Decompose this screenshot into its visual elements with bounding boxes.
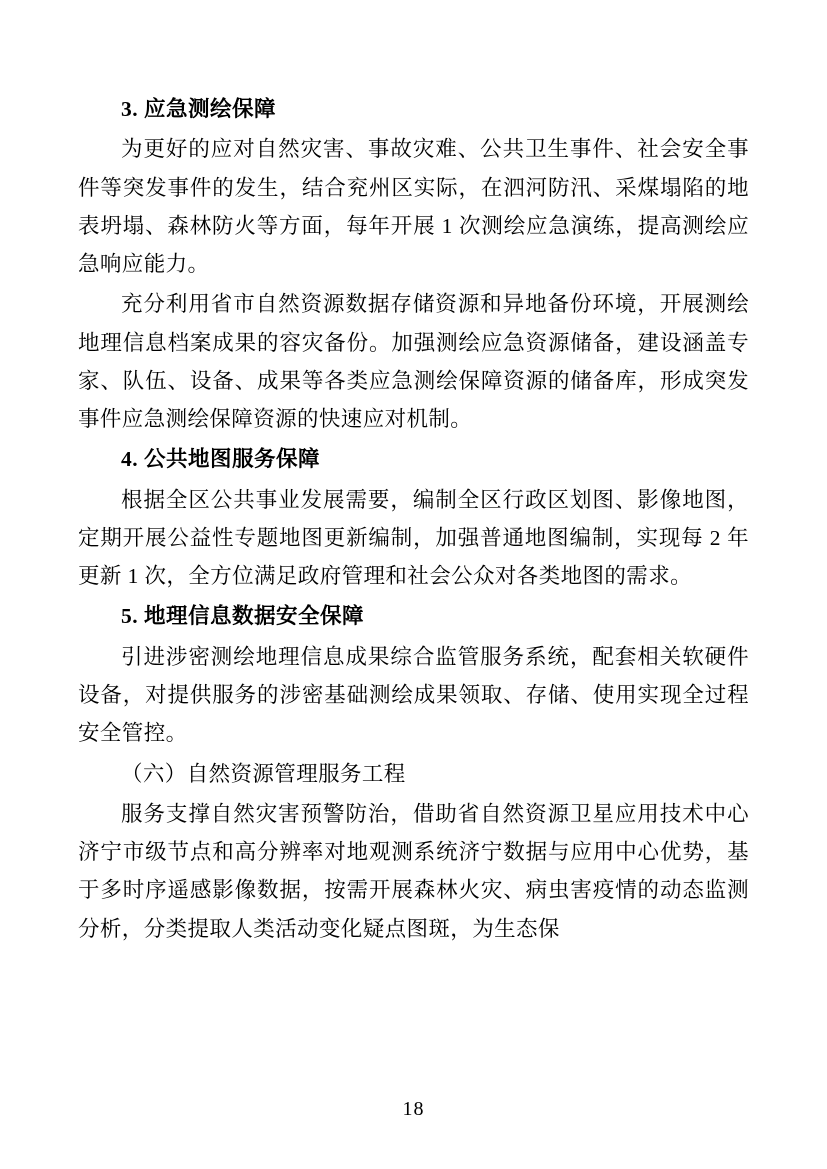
subsection-heading-resource-management-project: （六）自然资源管理服务工程 <box>121 761 406 786</box>
paragraph-confidential-supervision: 引进涉密测绘地理信息成果综合监管服务系统，配套相关软硬件设备，对提供服务的涉密基础测绘成果领取、存储、使用实现全过程安全管控。 <box>78 644 749 746</box>
paragraph-map-compilation: 根据全区公共事业发展需要，编制全区行政区划图、影像地图，定期开展公益性专题地图更新编制，加强普通地图编制，实现每 2 年更新 1 次，全方位满足政府管理和社会公众对各类地图的需求。 <box>78 487 749 589</box>
paragraph-emergency-drill: 为更好的应对自然灾害、事故灾难、公共卫生事件、社会安全事件等突发事件的发生，结合兖州区实际，在泗河防汛、采煤塌陷的地表坍塌、森林防火等方面，每年开展 1 次测绘应急演练，提高测绘应急响应能力。 <box>78 137 749 277</box>
section-heading-emergency-surveying: 3. 应急测绘保障 <box>121 97 277 121</box>
section-heading-data-security: 5. 地理信息数据安全保障 <box>121 604 365 629</box>
paragraph-remote-sensing-monitoring: 服务支撑自然灾害预警防治，借助省自然资源卫星应用技术中心济宁市级节点和高分辨率对地观测系统济宁数据与应用中心优势，基于多时序遥感影像数据，按需开展森林火灾、病虫害疫情的动态监测分析，分类提取人类活动变化疑点图斑，为生态保 <box>78 801 749 941</box>
page-number: 18 <box>402 1098 425 1120</box>
paragraph-disaster-backup: 充分利用省市自然资源数据存储资源和异地备份环境，开展测绘地理信息档案成果的容灾备份。加强测绘应急资源储备，建设涵盖专家、队伍、设备、成果等各类应急测绘保障资源的储备库，形成突发事件应急测绘保障资源的快速应对机制。 <box>78 292 749 432</box>
section-heading-public-map-service: 4. 公共地图服务保障 <box>121 447 321 472</box>
document-body <box>78 90 749 948</box>
